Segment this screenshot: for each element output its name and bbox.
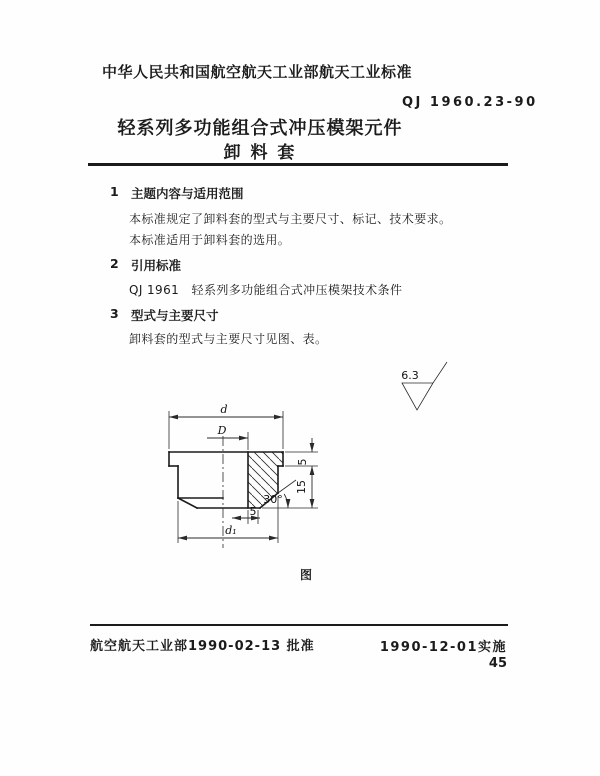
page-number: 45	[488, 656, 507, 671]
dim-label-outer-diameter: d	[220, 403, 228, 416]
section-3-title: 型式与主要尺寸	[131, 308, 219, 323]
section-1-title: 主题内容与适用范围	[131, 186, 244, 201]
standard-org-line: 中华人民共和国航空航天工业部航天工业标准	[102, 63, 413, 81]
footer-rule	[90, 624, 508, 626]
extension-lines	[169, 411, 318, 543]
section-1-number: 1	[110, 184, 119, 199]
section-2-number: 2	[110, 256, 119, 271]
document-title-line2: 卸 料 套	[223, 143, 297, 163]
document-title-line1: 轻系列多功能组合式冲压模架元件	[117, 118, 403, 139]
section-1-paragraph-2: 本标准适用于卸料套的选用。	[129, 233, 291, 247]
dim-label-flange-height: 5	[296, 458, 309, 466]
dim-label-body-diameter: d₁	[225, 524, 237, 537]
surface-roughness-value: 6.3	[401, 369, 419, 382]
section-3-number: 3	[110, 306, 119, 321]
dimension-lines	[169, 417, 312, 538]
section-2-paragraph-1: QJ 1961 轻系列多功能组合式冲压模架技术条件	[129, 283, 403, 297]
footer-implementation: 1990-12-01实施	[379, 640, 507, 655]
figure-caption: 图	[300, 568, 313, 582]
footer-approval: 航空航天工业部1990-02-13 批准	[90, 639, 315, 654]
section-1-paragraph-1: 本标准规定了卸料套的型式与主要尺寸、标记、技术要求。	[129, 212, 452, 226]
section-2-title: 引用标准	[131, 258, 182, 273]
dim-label-bottom-face-width: 5	[249, 505, 257, 518]
section-3-paragraph-1: 卸料套的型式与主要尺寸见图、表。	[129, 332, 328, 346]
dim-label-bore-diameter: D	[217, 424, 227, 437]
dim-label-chamfer-angle: 30°	[263, 493, 283, 506]
dim-label-body-height: 15	[295, 480, 308, 494]
surface-roughness-icon	[401, 362, 447, 410]
standard-number: QJ 1960.23-90	[402, 95, 538, 110]
